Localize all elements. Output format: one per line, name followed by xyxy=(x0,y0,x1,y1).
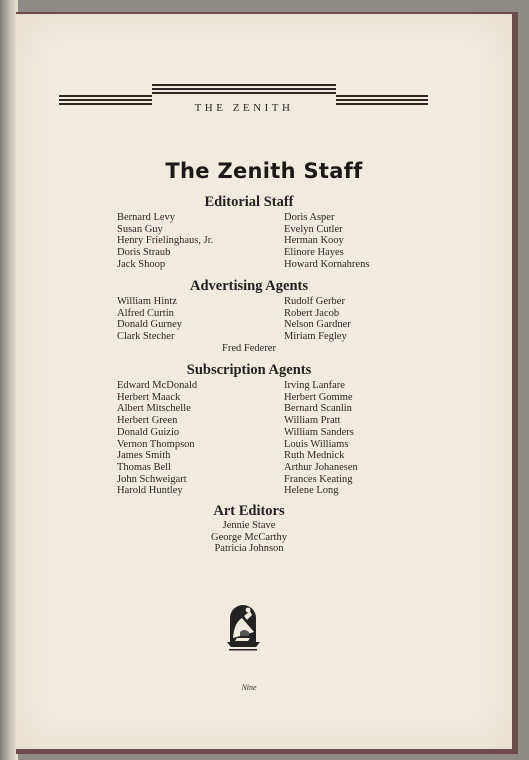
staff-name: Elinore Hayes xyxy=(284,247,344,259)
header-rule-left xyxy=(59,95,152,106)
agent-name: Louis Williams xyxy=(284,438,349,450)
agent-name: Rudolf Gerber xyxy=(284,296,345,307)
subscription-agents-heading: Subscription Agents xyxy=(186,362,312,378)
agent-name: Herbert Green xyxy=(117,415,178,427)
editor-name: Patricia Johnson xyxy=(214,543,284,555)
agent-name: Donald Guizio xyxy=(117,426,180,438)
agent-name: Clark Stecher xyxy=(117,331,175,343)
advertising-agents-left-column xyxy=(117,296,182,343)
staff-name: Susan Guy xyxy=(117,223,163,235)
advertising-agents-heading: Advertising Agents xyxy=(189,278,309,294)
agent-name: Arthur Johanesen xyxy=(284,461,358,473)
advertising-agents-right-column xyxy=(284,296,351,343)
staff-name: Bernard Levy xyxy=(117,212,176,223)
agent-name: Ruth Mednick xyxy=(284,450,345,462)
art-editors-heading: Art Editors xyxy=(213,503,285,519)
editorial-staff-left-column xyxy=(117,212,213,271)
subscription-agents-right-column xyxy=(284,380,358,497)
editorial-staff-heading: Editorial Staff xyxy=(204,194,294,210)
editor-name: George McCarthy xyxy=(211,531,287,543)
agent-name: James Smith xyxy=(117,450,171,462)
header-rule-center xyxy=(152,84,336,95)
staff-name: Jack Shoop xyxy=(117,258,166,270)
agent-name: Alfred Curtin xyxy=(117,307,174,319)
scholar-emblem-icon xyxy=(220,598,266,654)
editor-name: Jennie Stave xyxy=(222,520,276,531)
staff-name: Henry Frielinghaus, Jr. xyxy=(117,235,214,247)
book-page xyxy=(16,12,518,754)
subscription-agents-left-column xyxy=(117,380,197,497)
staff-name: Howard Kornahrens xyxy=(284,258,370,270)
agent-name: Edward McDonald xyxy=(117,380,198,391)
advertising-agents-center-name: Fred Federer xyxy=(222,343,276,354)
editorial-staff-right-column xyxy=(284,212,369,271)
staff-name: Evelyn Cutler xyxy=(284,223,343,235)
staff-name: Doris Straub xyxy=(117,247,171,259)
running-title: THE ZENITH xyxy=(194,102,294,114)
agent-name: Vernon Thompson xyxy=(117,438,195,450)
agent-name: Miriam Fegley xyxy=(284,331,347,343)
agent-name: Thomas Bell xyxy=(117,461,171,473)
agent-name: Albert Mitschelle xyxy=(117,403,191,415)
agent-name: Harold Huntley xyxy=(117,485,183,497)
agent-name: William Pratt xyxy=(284,415,341,427)
agent-name: Donald Gurney xyxy=(117,319,183,331)
agent-name: Irving Lanfare xyxy=(284,380,345,391)
agent-name: Herbert Maack xyxy=(117,391,181,403)
page-title: The Zenith Staff xyxy=(165,159,363,183)
agent-name: Helene Long xyxy=(284,485,339,497)
page-number: Nine xyxy=(241,683,257,692)
art-editors-list xyxy=(16,520,482,555)
agent-name: John Schweigart xyxy=(117,473,187,485)
agent-name: Bernard Scanlin xyxy=(284,403,352,415)
staff-name: Doris Asper xyxy=(284,212,335,223)
agent-name: William Hintz xyxy=(117,296,177,307)
staff-name: Herman Kooy xyxy=(284,235,344,247)
agent-name: Frances Keating xyxy=(284,473,353,485)
agent-name: Herbert Gomme xyxy=(284,391,353,403)
agent-name: Nelson Gardner xyxy=(284,319,351,331)
agent-name: William Sanders xyxy=(284,426,354,438)
agent-name: Robert Jacob xyxy=(284,307,340,319)
header-rule-right xyxy=(336,95,428,106)
